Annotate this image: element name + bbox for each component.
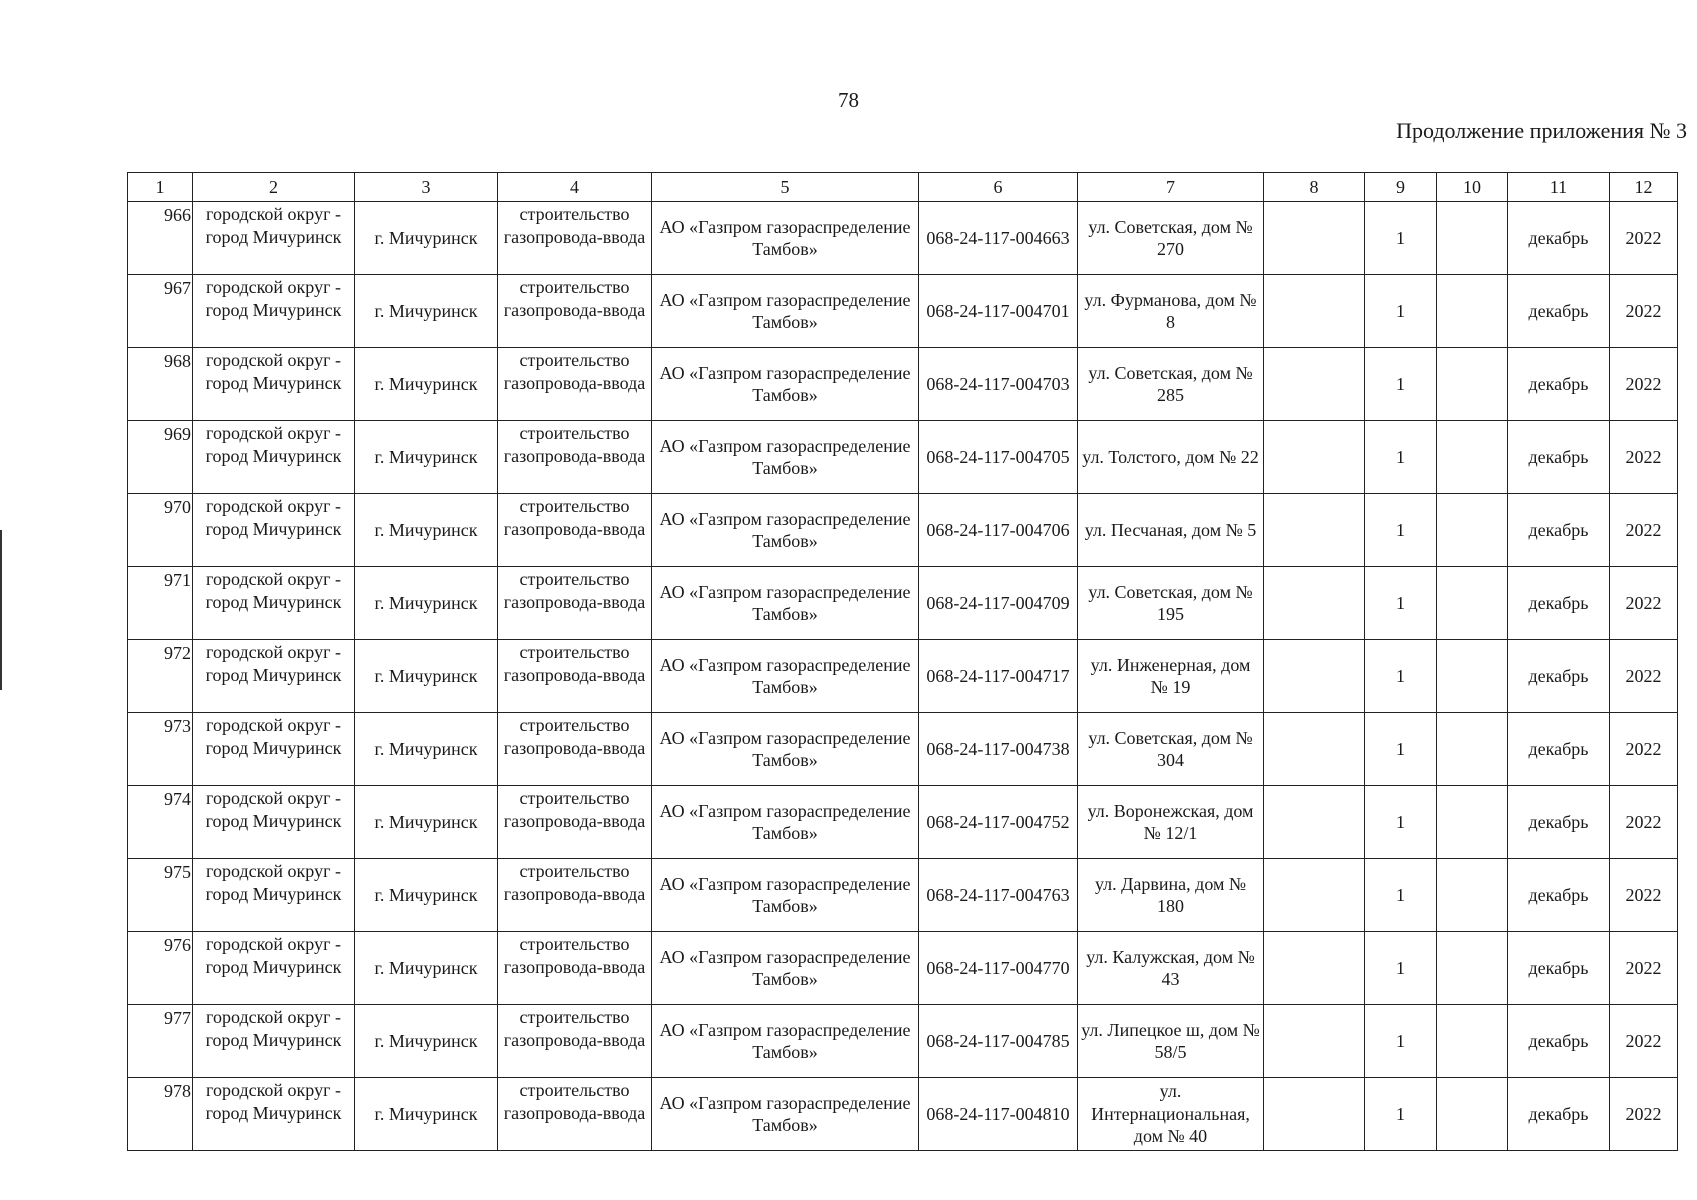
address-cell: ул. Советская, дом № 285 [1078,348,1264,421]
month-cell: декабрь [1508,348,1610,421]
work-type-cell: строительство газопровода-ввода [498,859,652,932]
object-code-cell: 068-24-117-004709 [919,567,1078,640]
year-cell: 2022 [1610,859,1678,932]
column-10-cell [1437,275,1508,348]
organization-cell: АО «Газпром газораспределение Тамбов» [652,421,919,494]
city-cell: г. Мичуринск [355,421,498,494]
work-type-cell: строительство газопровода-ввода [498,494,652,567]
work-type-cell: строительство газопровода-ввода [498,786,652,859]
row-number-cell: 975 [128,859,193,932]
month-cell: декабрь [1508,1078,1610,1151]
column-10-cell [1437,713,1508,786]
column-header: 2 [193,173,355,202]
organization-cell: АО «Газпром газораспределение Тамбов» [652,567,919,640]
table-row [128,1005,1678,1078]
row-number-cell: 973 [128,713,193,786]
table-row [128,713,1678,786]
city-cell: г. Мичуринск [355,640,498,713]
column-10-cell [1437,1078,1508,1151]
column-number-row [128,173,1678,202]
column-header: 8 [1264,173,1365,202]
column-8-cell [1264,713,1365,786]
city-cell: г. Мичуринск [355,713,498,786]
territory-cell: городской округ - город Мичуринск [193,786,355,859]
column-8-cell [1264,275,1365,348]
month-cell: декабрь [1508,421,1610,494]
year-cell: 2022 [1610,640,1678,713]
column-10-cell [1437,348,1508,421]
row-number-cell: 977 [128,1005,193,1078]
column-10-cell [1437,421,1508,494]
address-cell: ул. Калужская, дом № 43 [1078,932,1264,1005]
city-cell: г. Мичуринск [355,348,498,421]
territory-cell: городской округ - город Мичуринск [193,713,355,786]
city-cell: г. Мичуринск [355,275,498,348]
table-row [128,640,1678,713]
row-number-cell: 971 [128,567,193,640]
quantity-cell: 1 [1365,348,1437,421]
year-cell: 2022 [1610,421,1678,494]
address-cell: ул. Советская, дом № 195 [1078,567,1264,640]
row-number-cell: 970 [128,494,193,567]
column-10-cell [1437,202,1508,275]
city-cell: г. Мичуринск [355,494,498,567]
object-code-cell: 068-24-117-004752 [919,786,1078,859]
year-cell: 2022 [1610,348,1678,421]
work-type-cell: строительство газопровода-ввода [498,348,652,421]
organization-cell: АО «Газпром газораспределение Тамбов» [652,859,919,932]
row-number-cell: 969 [128,421,193,494]
object-code-cell: 068-24-117-004785 [919,1005,1078,1078]
quantity-cell: 1 [1365,275,1437,348]
organization-cell: АО «Газпром газораспределение Тамбов» [652,932,919,1005]
address-cell: ул. Дарвина, дом № 180 [1078,859,1264,932]
month-cell: декабрь [1508,494,1610,567]
work-type-cell: строительство газопровода-ввода [498,713,652,786]
table-row [128,275,1678,348]
month-cell: декабрь [1508,202,1610,275]
table-row [128,421,1678,494]
row-number-cell: 976 [128,932,193,1005]
organization-cell: АО «Газпром газораспределение Тамбов» [652,275,919,348]
scan-edge-mark [0,530,2,690]
object-code-cell: 068-24-117-004701 [919,275,1078,348]
work-type-cell: строительство газопровода-ввода [498,1078,652,1151]
column-8-cell [1264,640,1365,713]
territory-cell: городской округ - город Мичуринск [193,567,355,640]
month-cell: декабрь [1508,932,1610,1005]
column-header: 3 [355,173,498,202]
address-cell: ул. Липецкое ш, дом № 58/5 [1078,1005,1264,1078]
column-8-cell [1264,1078,1365,1151]
column-8-cell [1264,1005,1365,1078]
object-code-cell: 068-24-117-004770 [919,932,1078,1005]
city-cell: г. Мичуринск [355,786,498,859]
organization-cell: АО «Газпром газораспределение Тамбов» [652,494,919,567]
month-cell: декабрь [1508,713,1610,786]
quantity-cell: 1 [1365,1078,1437,1151]
column-8-cell [1264,567,1365,640]
organization-cell: АО «Газпром газораспределение Тамбов» [652,713,919,786]
year-cell: 2022 [1610,786,1678,859]
column-header: 10 [1437,173,1508,202]
column-header: 4 [498,173,652,202]
table-row [128,1078,1678,1151]
organization-cell: АО «Газпром газораспределение Тамбов» [652,640,919,713]
page-number: 78 [838,88,859,112]
territory-cell: городской округ - город Мичуринск [193,348,355,421]
object-code-cell: 068-24-117-004705 [919,421,1078,494]
register-table [127,172,1678,1151]
address-cell: ул. Толстого, дом № 22 [1078,421,1264,494]
quantity-cell: 1 [1365,421,1437,494]
year-cell: 2022 [1610,275,1678,348]
object-code-cell: 068-24-117-004706 [919,494,1078,567]
table-row [128,786,1678,859]
work-type-cell: строительство газопровода-ввода [498,567,652,640]
city-cell: г. Мичуринск [355,1078,498,1151]
object-code-cell: 068-24-117-004703 [919,348,1078,421]
object-code-cell: 068-24-117-004763 [919,859,1078,932]
column-10-cell [1437,494,1508,567]
territory-cell: городской округ - город Мичуринск [193,421,355,494]
work-type-cell: строительство газопровода-ввода [498,1005,652,1078]
object-code-cell: 068-24-117-004717 [919,640,1078,713]
work-type-cell: строительство газопровода-ввода [498,202,652,275]
organization-cell: АО «Газпром газораспределение Тамбов» [652,1005,919,1078]
table-row [128,348,1678,421]
row-number-cell: 978 [128,1078,193,1151]
quantity-cell: 1 [1365,1005,1437,1078]
city-cell: г. Мичуринск [355,859,498,932]
address-cell: ул. Советская, дом № 270 [1078,202,1264,275]
column-8-cell [1264,932,1365,1005]
row-number-cell: 974 [128,786,193,859]
table-row [128,202,1678,275]
city-cell: г. Мичуринск [355,932,498,1005]
month-cell: декабрь [1508,859,1610,932]
territory-cell: городской округ - город Мичуринск [193,1005,355,1078]
appendix-caption: Продолжение приложения № 3 [1396,118,1687,143]
month-cell: декабрь [1508,1005,1610,1078]
quantity-cell: 1 [1365,202,1437,275]
quantity-cell: 1 [1365,786,1437,859]
column-10-cell [1437,567,1508,640]
territory-cell: городской округ - город Мичуринск [193,859,355,932]
address-cell: ул. Интернациональная, дом № 40 [1078,1078,1264,1151]
column-8-cell [1264,786,1365,859]
quantity-cell: 1 [1365,567,1437,640]
city-cell: г. Мичуринск [355,202,498,275]
organization-cell: АО «Газпром газораспределение Тамбов» [652,348,919,421]
table-row [128,494,1678,567]
year-cell: 2022 [1610,932,1678,1005]
column-8-cell [1264,859,1365,932]
column-header: 1 [128,173,193,202]
object-code-cell: 068-24-117-004738 [919,713,1078,786]
column-header: 7 [1078,173,1264,202]
quantity-cell: 1 [1365,932,1437,1005]
territory-cell: городской округ - город Мичуринск [193,202,355,275]
table-row [128,859,1678,932]
address-cell: ул. Фурманова, дом № 8 [1078,275,1264,348]
organization-cell: АО «Газпром газораспределение Тамбов» [652,1078,919,1151]
address-cell: ул. Советская, дом № 304 [1078,713,1264,786]
year-cell: 2022 [1610,1078,1678,1151]
row-number-cell: 968 [128,348,193,421]
city-cell: г. Мичуринск [355,567,498,640]
address-cell: ул. Воронежская, дом № 12/1 [1078,786,1264,859]
month-cell: декабрь [1508,640,1610,713]
territory-cell: городской округ - город Мичуринск [193,932,355,1005]
organization-cell: АО «Газпром газораспределение Тамбов» [652,202,919,275]
column-8-cell [1264,202,1365,275]
month-cell: декабрь [1508,786,1610,859]
territory-cell: городской округ - город Мичуринск [193,1078,355,1151]
work-type-cell: строительство газопровода-ввода [498,932,652,1005]
city-cell: г. Мичуринск [355,1005,498,1078]
object-code-cell: 068-24-117-004663 [919,202,1078,275]
year-cell: 2022 [1610,713,1678,786]
row-number-cell: 966 [128,202,193,275]
work-type-cell: строительство газопровода-ввода [498,275,652,348]
column-10-cell [1437,1005,1508,1078]
column-8-cell [1264,348,1365,421]
quantity-cell: 1 [1365,640,1437,713]
column-10-cell [1437,640,1508,713]
work-type-cell: строительство газопровода-ввода [498,640,652,713]
column-8-cell [1264,421,1365,494]
table-row [128,567,1678,640]
column-header: 6 [919,173,1078,202]
quantity-cell: 1 [1365,713,1437,786]
column-header: 12 [1610,173,1678,202]
work-type-cell: строительство газопровода-ввода [498,421,652,494]
row-number-cell: 967 [128,275,193,348]
column-header: 11 [1508,173,1610,202]
year-cell: 2022 [1610,567,1678,640]
organization-cell: АО «Газпром газораспределение Тамбов» [652,786,919,859]
territory-cell: городской округ - город Мичуринск [193,275,355,348]
column-header: 9 [1365,173,1437,202]
year-cell: 2022 [1610,1005,1678,1078]
quantity-cell: 1 [1365,859,1437,932]
object-code-cell: 068-24-117-004810 [919,1078,1078,1151]
address-cell: ул. Песчаная, дом № 5 [1078,494,1264,567]
address-cell: ул. Инженерная, дом № 19 [1078,640,1264,713]
column-header: 5 [652,173,919,202]
territory-cell: городской округ - город Мичуринск [193,494,355,567]
month-cell: декабрь [1508,567,1610,640]
column-10-cell [1437,932,1508,1005]
territory-cell: городской округ - город Мичуринск [193,640,355,713]
year-cell: 2022 [1610,202,1678,275]
year-cell: 2022 [1610,494,1678,567]
column-10-cell [1437,859,1508,932]
row-number-cell: 972 [128,640,193,713]
table-row [128,932,1678,1005]
month-cell: декабрь [1508,275,1610,348]
quantity-cell: 1 [1365,494,1437,567]
column-8-cell [1264,494,1365,567]
column-10-cell [1437,786,1508,859]
